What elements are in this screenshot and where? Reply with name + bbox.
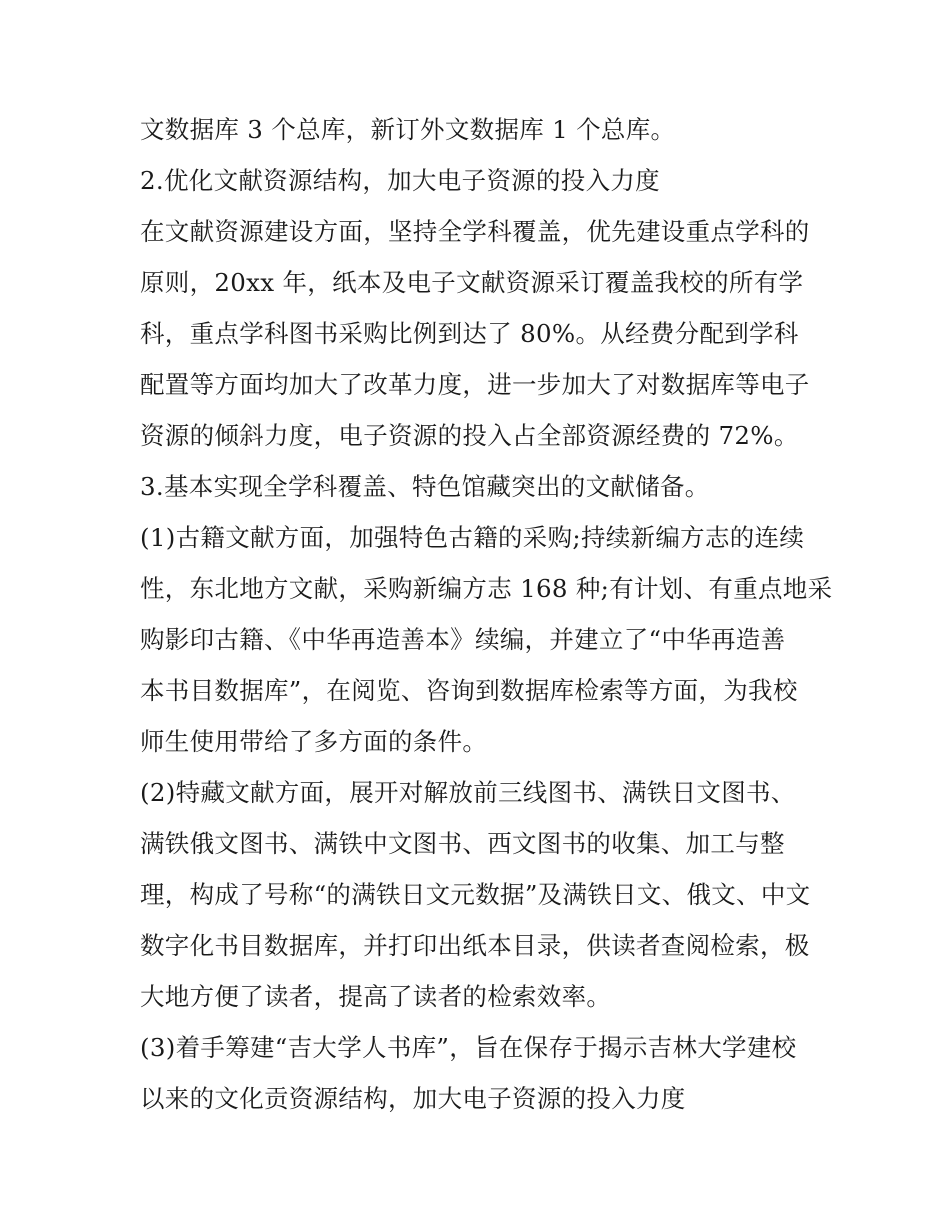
text-line: 文数据库 3 个总库，新订外文数据库 1 个总库。	[140, 115, 676, 144]
text-line: (1)古籍文献方面，加强特色古籍的采购;持续新编方志的连续	[140, 523, 805, 552]
text-line: 在文献资源建设方面，坚持全学科覆盖，优先建设重点学科的	[140, 217, 810, 246]
section-heading: 3.基本实现全学科覆盖、特色馆藏突出的文献储备。	[140, 472, 710, 501]
text-line: 性，东北地方文献，采购新编方志 168 种;有计划、有重点地采	[140, 574, 833, 603]
text-line: 大地方便了读者，提高了读者的检索效率。	[140, 982, 612, 1011]
text-line: 资源的倾斜力度，电子资源的投入占全部资源经费的 72%。	[140, 421, 799, 450]
text-line: 满铁俄文图书、满铁中文图书、西文图书的收集、加工与整	[140, 829, 785, 858]
text-line: 数字化书目数据库，并打印出纸本目录，供读者查阅检索，极	[140, 931, 810, 960]
text-line: 原则，20xx 年，纸本及电子文献资源采订覆盖我校的所有学	[140, 268, 804, 297]
text-line: 配置等方面均加大了改革力度，进一步加大了对数据库等电子	[140, 370, 810, 399]
text-line: 师生使用带给了多方面的条件。	[140, 727, 488, 756]
text-line: (3)着手筹建“吉大学人书库”，旨在保存于揭示吉林大学建校	[140, 1033, 797, 1062]
text-line: 购影印古籍、《中华再造善本》续编，并建立了“中华再造善	[140, 625, 786, 654]
document-body	[140, 104, 833, 1124]
text-line: 本书目数据库”，在阅览、咨询到数据库检索等方面，为我校	[140, 676, 798, 705]
section-heading: 2.优化文献资源结构，加大电子资源的投入力度	[140, 166, 660, 195]
text-line: (2)特藏文献方面，展开对解放前三线图书、满铁日文图书、	[140, 778, 796, 807]
text-line: 科，重点学科图书采购比例到达了 80%。从经费分配到学科	[140, 319, 799, 348]
text-line: 理，构成了号称“的满铁日文元数据”及满铁日文、俄文、中文	[140, 880, 811, 909]
text-line: 以来的文化贡资源结构，加大电子资源的投入力度	[140, 1084, 686, 1113]
